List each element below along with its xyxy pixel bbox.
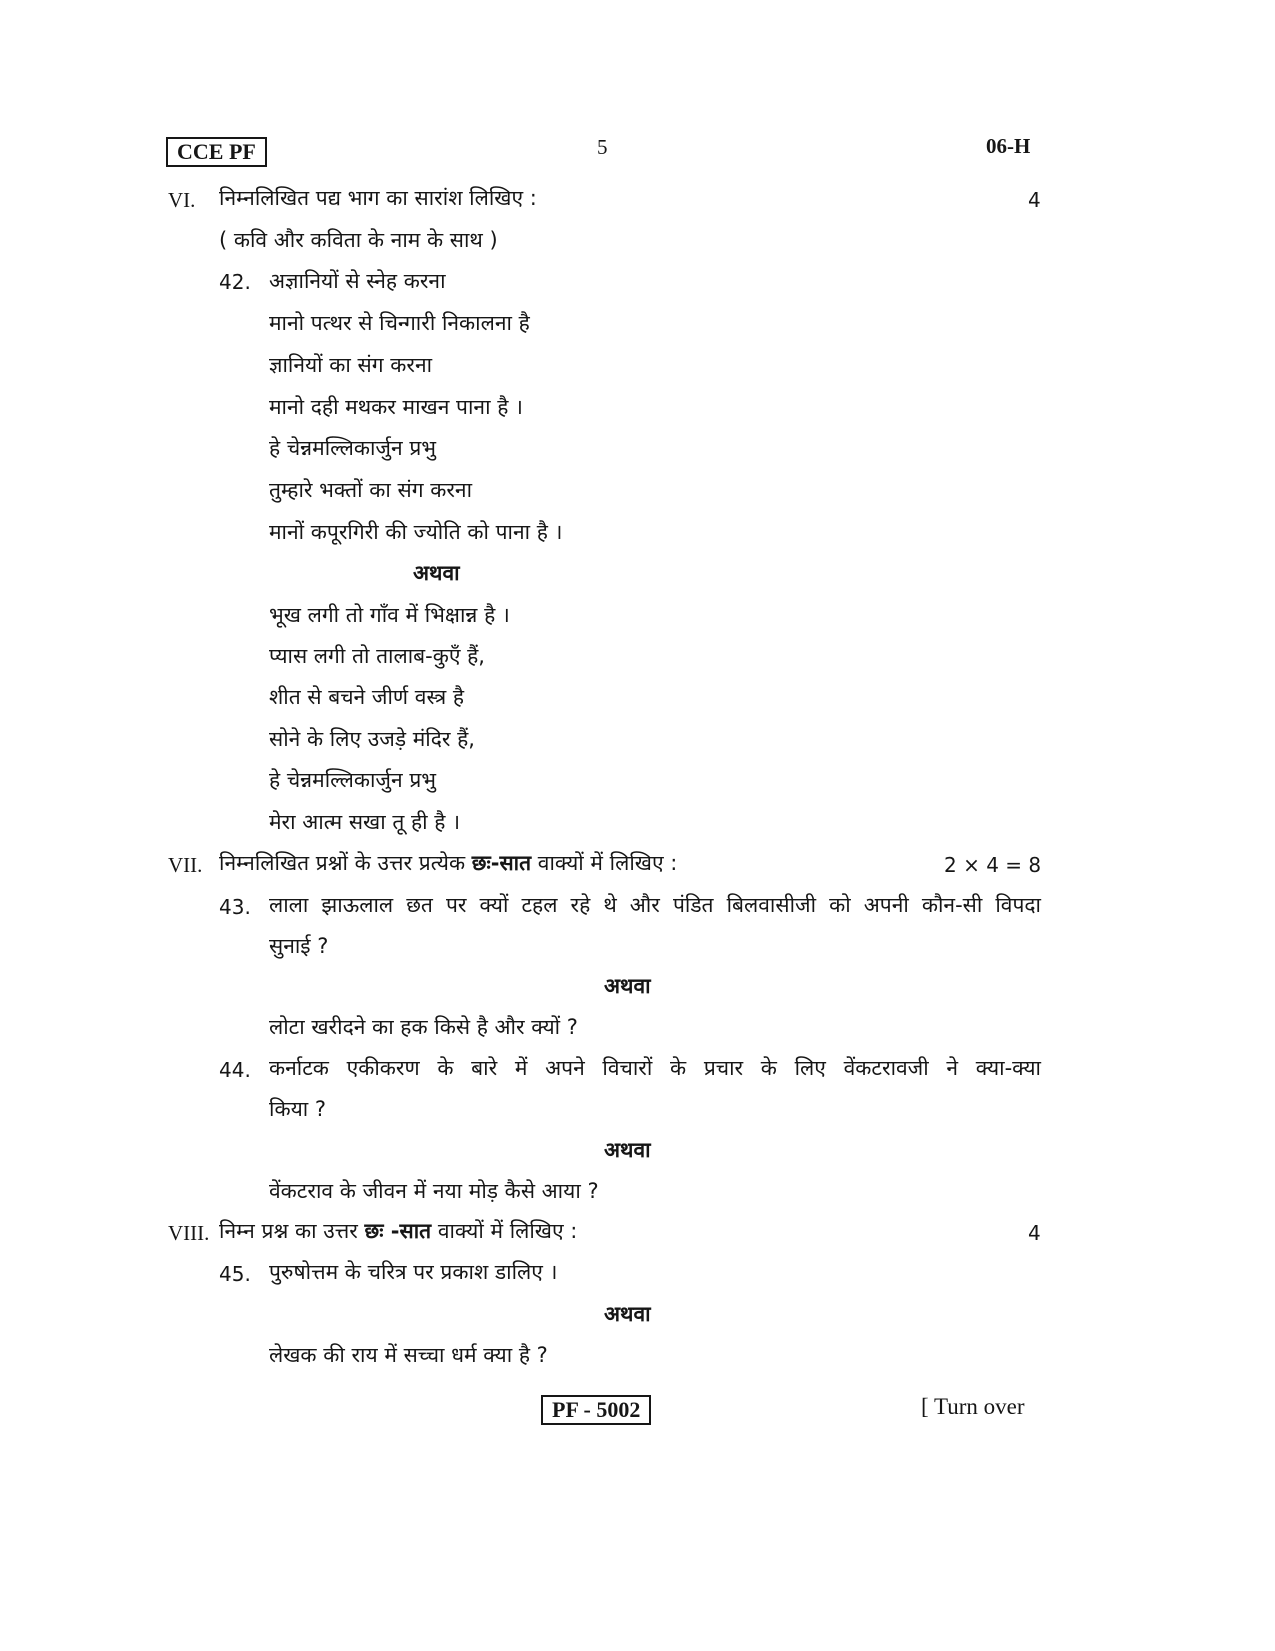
poem1-line-2: मानो पत्थर से चिन्गारी निकालना है — [269, 311, 530, 335]
section-viii-instruction-pre: निम्न प्रश्न का उत्तर — [219, 1219, 358, 1243]
poem2-line-1: भूख लगी तो गाँव में भिक्षान्न है । — [269, 603, 510, 627]
footer-code-box — [541, 1395, 651, 1425]
section-viii-instruction — [219, 1216, 577, 1246]
question-42-number: 42. — [219, 270, 251, 294]
poem2-line-4: सोने के लिए उजड़े मंदिर हैं, — [269, 727, 475, 751]
or-divider-45: अथवा — [604, 1302, 651, 1326]
question-45-number: 45. — [219, 1262, 251, 1286]
section-vii-numeral: VII. — [168, 853, 203, 877]
paper-code: CCE PF — [177, 139, 256, 164]
poem2-line-2: प्यास लगी तो तालाब-कुएँ हैं, — [269, 644, 485, 668]
question-45-text: पुरुषोत्तम के चरित्र पर प्रकाश डालिए । — [269, 1260, 558, 1284]
question-44-number: 44. — [219, 1058, 251, 1082]
section-vii-instruction-pre: निम्नलिखित प्रश्नों के उत्तर प्रत्येक — [219, 851, 466, 875]
section-viii-instruction-post: वाक्यों में लिखिए : — [437, 1219, 578, 1243]
turn-over-label: [ Turn over — [921, 1394, 1025, 1419]
footer-code: PF - 5002 — [552, 1397, 641, 1422]
poem1-line-1: अज्ञानियों से स्नेह करना — [269, 269, 446, 293]
question-43-number: 43. — [219, 895, 251, 919]
poem2-line-3: शीत से बचने जीर्ण वस्त्र है — [269, 685, 465, 709]
section-vii-instruction-emphasis: छः-सात — [471, 851, 532, 875]
subject-code: 06-H — [986, 134, 1031, 158]
page-number: 5 — [597, 135, 608, 159]
section-viii-numeral: VIII. — [168, 1221, 210, 1245]
section-vi-subnote: ( कवि और कविता के नाम के साथ ) — [219, 228, 498, 252]
section-viii-marks: 4 — [1028, 1221, 1041, 1245]
poem1-line-4: मानो दही मथकर माखन पाना है । — [269, 395, 523, 419]
question-44-line-2: किया ? — [269, 1097, 327, 1121]
section-vi-numeral: VI. — [168, 188, 196, 212]
paper-code-box — [166, 137, 267, 167]
section-vi-marks: 4 — [1028, 188, 1041, 212]
poem1-line-6: तुम्हारे भक्तों का संग करना — [269, 478, 473, 502]
question-44-alternative: वेंकटराव के जीवन में नया मोड़ कैसे आया ? — [269, 1179, 599, 1203]
poem1-line-3: ज्ञानियों का संग करना — [269, 353, 433, 377]
question-43-line-1: लाला झाऊलाल छत पर क्यों टहल रहे थे और पंडित बिलवासीजी को अपनी कौन-सी विपदा — [269, 893, 1041, 917]
question-43-line-2: सुनाई ? — [269, 934, 329, 958]
poem2-line-5: हे चेन्नमल्लिकार्जुन प्रभु — [269, 768, 437, 792]
poem2-line-6: मेरा आत्म सखा तू ही है । — [269, 810, 461, 834]
question-45-alternative: लेखक की राय में सच्चा धर्म क्या है ? — [269, 1343, 548, 1367]
or-divider-vi: अथवा — [413, 561, 460, 585]
or-divider-44: अथवा — [604, 1138, 651, 1162]
or-divider-43: अथवा — [604, 974, 651, 998]
question-44-line-1: कर्नाटक एकीकरण के बारे में अपने विचारों के प्रचार के लिए वेंकटरावजी ने क्या-क्या — [269, 1056, 1041, 1080]
section-vii-instruction-post: वाक्यों में लिखिए : — [537, 851, 678, 875]
section-vii-marks: 2 × 4 = 8 — [944, 853, 1042, 877]
section-vi-instruction: निम्नलिखित पद्य भाग का सारांश लिखिए : — [219, 186, 537, 210]
section-vii-instruction — [219, 848, 677, 878]
question-43-alternative: लोटा खरीदने का हक किसे है और क्यों ? — [269, 1015, 578, 1039]
poem1-line-5: हे चेन्नमल्लिकार्जुन प्रभु — [269, 436, 437, 460]
section-viii-instruction-emphasis: छः -सात — [364, 1219, 432, 1243]
poem1-line-7: मानों कपूरगिरी की ज्योति को पाना है । — [269, 520, 563, 544]
